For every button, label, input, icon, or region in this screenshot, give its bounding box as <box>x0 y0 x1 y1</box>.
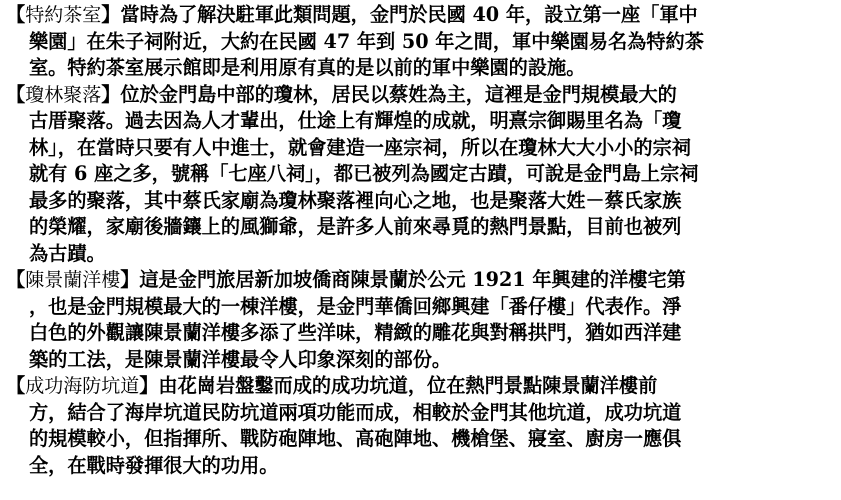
entry-first-line: 【陳景蘭洋樓】這是金門旅居新加坡僑商陳景蘭於公元 1921 年興建的洋樓宅第 <box>6 268 686 291</box>
entry-line: 築的工法，是陳景蘭洋樓最令人印象深刻的部份。 <box>29 347 452 371</box>
entry-text: 由花崗岩盤鑿而成的成功坑道，位在熱門景點陳景蘭洋樓前 <box>158 374 658 397</box>
entry-title: 成功海防坑道 <box>25 375 140 397</box>
entry-text: 當時為了解決駐軍此類問題，金門於民國 40 年，設立第一座「軍中 <box>120 3 698 26</box>
entry-line: 白色的外觀讓陳景蘭洋樓多添了些洋味，精緻的雕花與對稱拱門，猶如西洋建 <box>29 321 682 344</box>
entry-line: 方，結合了海岸坑道民防坑道兩項功能而成，相較於金門其他坑道，成功坑道 <box>29 400 682 424</box>
entry-line: 樂園」在朱子祠附近，大約在民國 47 年到 50 年之間，軍中樂園易名為特約茶 <box>29 29 704 53</box>
entry-teyue-chashi <box>0 2 841 82</box>
entry-line: 最多的聚落，其中蔡氏家廟為瓊林聚落裡向心之地，也是聚落大姓－蔡氏家族 <box>29 188 682 212</box>
entry-first-line: 【特約茶室】當時為了解決駐軍此類問題，金門於民國 40 年，設立第一座「軍中 <box>6 3 698 26</box>
entry-line: ，也是金門規模最大的一棟洋樓，是金門華僑回鄉興建「番仔樓」代表作。淨 <box>29 294 682 318</box>
entry-qionglin-village <box>0 82 841 268</box>
entry-line: 古厝聚落。過去因為人才輩出，仕途上有輝煌的成就，明熹宗御賜里名為「瓊 <box>29 109 682 132</box>
entry-line: 為古蹟。 <box>29 241 106 265</box>
entry-text: 位於金門島中部的瓊林，居民以蔡姓為主，這裡是金門規模最大的 <box>120 82 677 106</box>
entry-text: 這是金門旅居新加坡僑商陳景蘭於公元 1921 年興建的洋樓宅第 <box>139 268 686 291</box>
entry-chen-jinglan-mansion <box>0 267 841 373</box>
entry-line: 林」，在當時只要有人中進士，就會建造一座宗祠，所以在瓊林大大小小的宗祠 <box>29 135 691 159</box>
entry-first-line: 【瓊林聚落】位於金門島中部的瓊林，居民以蔡姓為主，這裡是金門規模最大的 <box>6 82 677 106</box>
entry-line: 全，在戰時發揮很大的功用。 <box>29 453 279 477</box>
entry-first-line: 【成功海防坑道】由花崗岩盤鑿而成的成功坑道，位在熱門景點陳景蘭洋樓前 <box>6 374 658 397</box>
entry-chenggong-tunnel <box>0 373 841 479</box>
entry-line: 就有 6 座之多，號稱「七座八祠」，都已被列為國定古蹟，可說是金門島上宗祠 <box>29 162 699 185</box>
entry-line: 室。特約茶室展示館即是利用原有真的是以前的軍中樂園的設施。 <box>29 56 586 79</box>
entry-title: 瓊林聚落 <box>25 83 102 106</box>
entry-line: 的榮耀，家廟後牆鑲上的風獅爺，是許多人前來尋覓的熱門景點，目前也被列 <box>29 215 682 238</box>
entry-line: 的規模較小，但指揮所、戰防砲陣地、高砲陣地、機槍堡、寢室、廚房一應俱 <box>29 427 682 450</box>
document-body <box>0 2 841 479</box>
entry-title: 陳景蘭洋樓 <box>25 269 121 291</box>
entry-title: 特約茶室 <box>25 4 102 26</box>
